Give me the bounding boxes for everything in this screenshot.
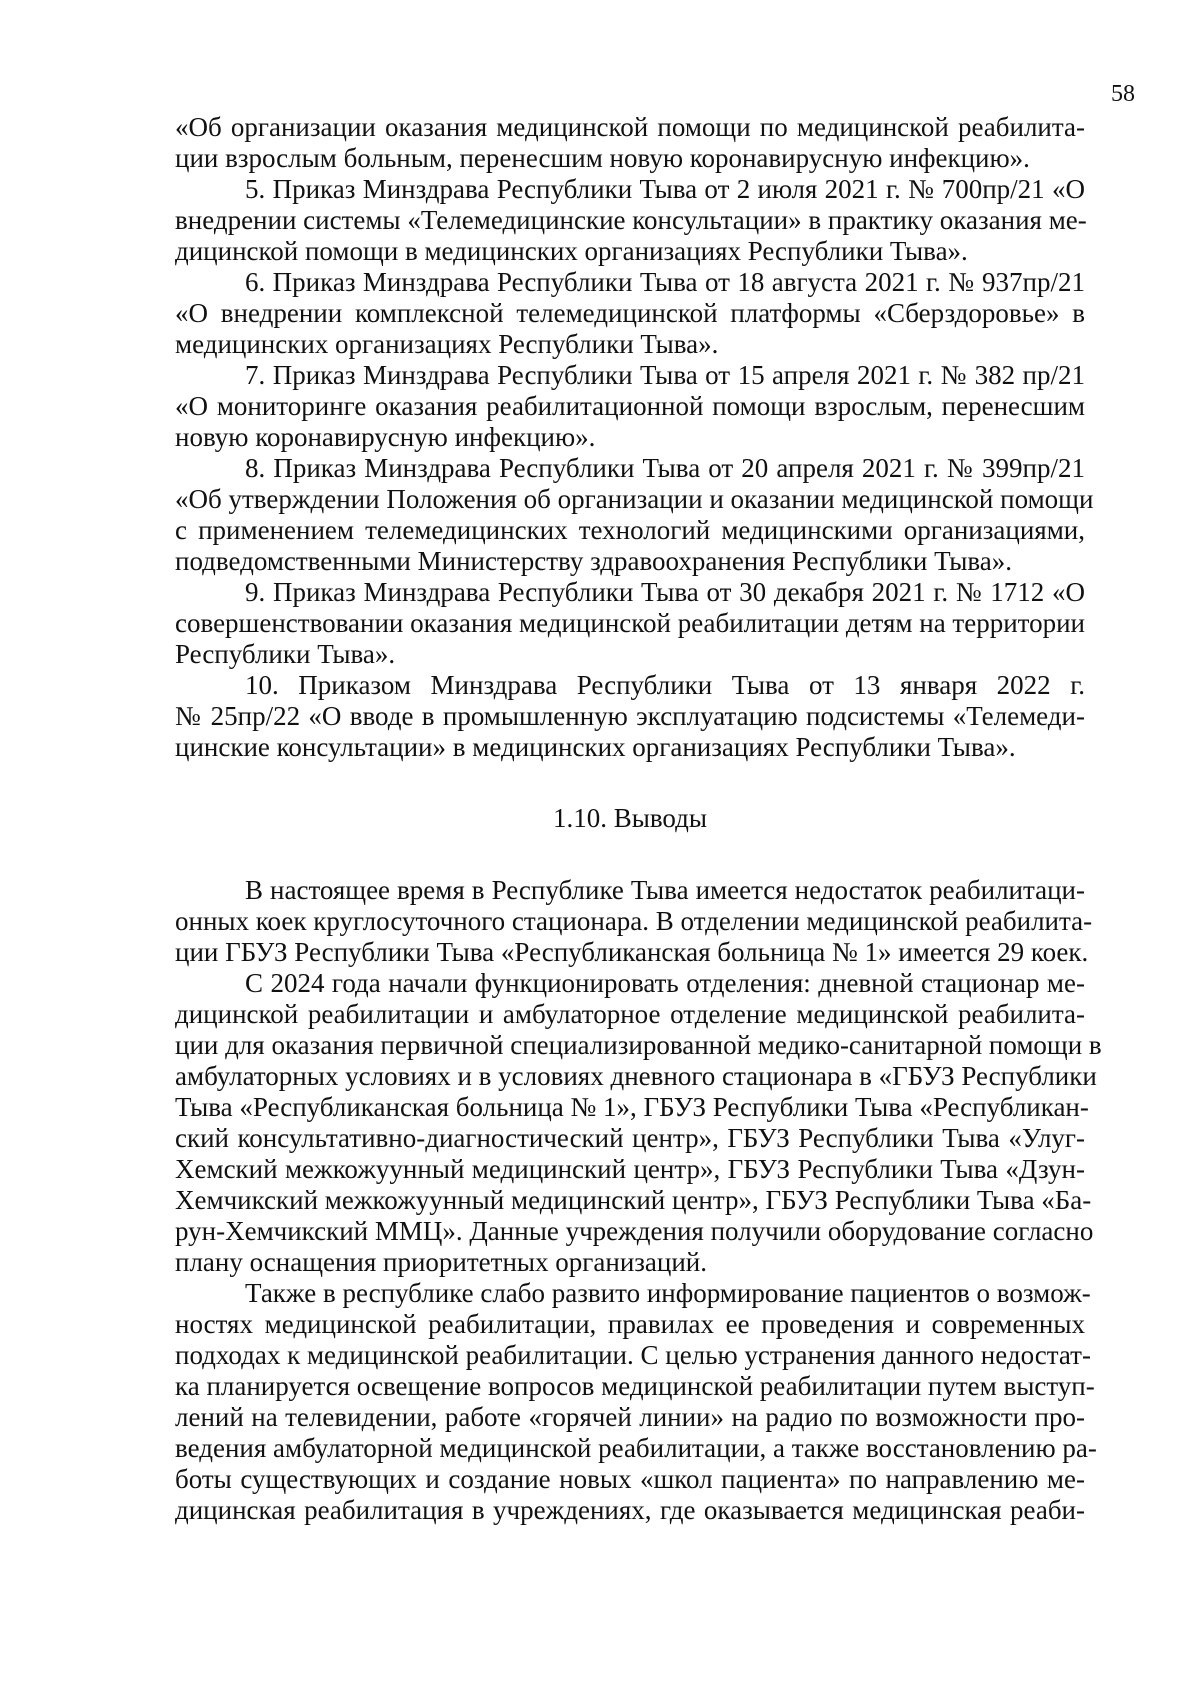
text-line: онных коек круглосуточного стационара. В отделении медицинской реабилита- <box>175 906 1093 936</box>
text-line: ведения амбулаторной медицинской реабилитации, а также восстановлению ра- <box>175 1433 1097 1463</box>
paragraph <box>175 968 1102 1278</box>
paragraph <box>175 1278 1097 1526</box>
text-line: дицинской реабилитации и амбулаторное отделение медицинской реабилита- <box>175 999 1085 1029</box>
text-line: «О внедрении комплексной телемедицинской платформы «Сберздоровье» в <box>175 298 1085 328</box>
text-line: дицинская реабилитация в учреждениях, где оказывается медицинская реаби- <box>175 1495 1085 1525</box>
text-line: ции взрослым больным, перенесшим новую коронавирусную инфекцию». <box>175 143 1030 173</box>
text-line: 7. Приказ Минздрава Республики Тыва от 15 апреля 2021 г. № 382 пр/21 <box>245 360 1085 390</box>
text-line: подведомственными Министерству здравоохранения Республики Тыва». <box>175 546 1012 576</box>
text-line: С 2024 года начали функционировать отделения: дневной стационар ме- <box>245 968 1085 998</box>
text-line: боты существующих и создание новых «школ пациента» по направлению ме- <box>175 1464 1085 1494</box>
list-item-7 <box>175 360 1085 453</box>
text-line: ский консультативно-диагностический центр», ГБУЗ Республики Тыва «Улуг- <box>175 1123 1085 1153</box>
text-line: «Об утверждении Положения об организации и оказании медицинской помощи <box>175 484 1094 514</box>
text-line: № 25пр/22 «О вводе в промышленную эксплуатацию подсистемы «Телемеди- <box>175 701 1085 731</box>
document-body <box>175 112 1102 1526</box>
text-line: лений на телевидении, работе «горячей линии» на радио по возможности про- <box>175 1402 1085 1432</box>
text-line: подходах к медицинской реабилитации. С целью устранения данного недостат- <box>175 1340 1091 1370</box>
text-line: Тыва «Республиканская больница № 1», ГБУЗ Республики Тыва «Республикан- <box>175 1092 1089 1122</box>
text-line: с применением телемедицинских технологий медицинскими организациями, <box>175 515 1085 545</box>
text-line: 9. Приказ Минздрава Республики Тыва от 30 декабря 2021 г. № 1712 «О <box>245 577 1085 607</box>
list-item-6 <box>175 267 1085 360</box>
text-line: В настоящее время в Республике Тыва имеется недостаток реабилитаци- <box>245 875 1085 905</box>
list-item-5 <box>175 174 1085 267</box>
text-line: ка планируется освещение вопросов медицинской реабилитации путем выступ- <box>175 1371 1095 1401</box>
text-line: амбулаторных условиях и в условиях дневного стационара в «ГБУЗ Республики <box>175 1061 1097 1091</box>
text-line: 5. Приказ Минздрава Республики Тыва от 2 июля 2021 г. № 700пр/21 «О <box>245 174 1085 204</box>
text-line: ностях медицинской реабилитации, правилах ее проведения и современных <box>175 1309 1085 1339</box>
text-line: рун-Хемчикский ММЦ». Данные учреждения получили оборудование согласно <box>175 1216 1094 1246</box>
text-line: Республики Тыва». <box>175 639 396 669</box>
page-number: 58 <box>1111 81 1135 107</box>
list-item-8 <box>175 453 1094 577</box>
text-line: ции ГБУЗ Республики Тыва «Республиканская больница № 1» имеется 29 коек. <box>175 937 1089 967</box>
text-line: 8. Приказ Минздрава Республики Тыва от 20 апреля 2021 г. № 399пр/21 <box>245 453 1085 483</box>
text-line: «О мониторинге оказания реабилитационной помощи взрослым, перенесшим <box>175 391 1085 421</box>
text-line: Хемский межкожуунный медицинский центр», ГБУЗ Республики Тыва «Дзун- <box>175 1154 1085 1184</box>
text-line: медицинских организациях Республики Тыва». <box>175 329 719 359</box>
list-item-4-continuation <box>175 112 1085 174</box>
text-line: новую коронавирусную инфекцию». <box>175 422 596 452</box>
text-line: дицинской помощи в медицинских организациях Республики Тыва». <box>175 236 968 266</box>
list-item-9 <box>175 577 1085 670</box>
list-item-10 <box>175 670 1085 763</box>
text-line: ции для оказания первичной специализированной медико-санитарной помощи в <box>175 1030 1102 1060</box>
text-line: совершенствовании оказания медицинской реабилитации детям на территории <box>175 608 1085 638</box>
text-line: «Об организации оказания медицинской помощи по медицинской реабилита- <box>175 112 1085 142</box>
text-line: 6. Приказ Минздрава Республики Тыва от 18 августа 2021 г. № 937пр/21 <box>245 267 1085 297</box>
text-line: Также в республике слабо развито информирование пациентов о возмож- <box>245 1278 1091 1308</box>
text-line: 10. Приказом Минздрава Республики Тыва от 13 января 2022 г. <box>245 670 1085 700</box>
text-line: плану оснащения приоритетных организаций. <box>175 1247 708 1277</box>
text-line: внедрении системы «Телемедицинские консультации» в практику оказания ме- <box>175 205 1087 235</box>
text-line: цинские консультации» в медицинских организациях Республики Тыва». <box>175 732 1016 762</box>
section-heading: 1.10. Выводы <box>552 803 708 833</box>
text-line: Хемчикский межкожуунный медицинский центр», ГБУЗ Республики Тыва «Ба- <box>175 1185 1092 1215</box>
paragraph <box>175 875 1093 968</box>
